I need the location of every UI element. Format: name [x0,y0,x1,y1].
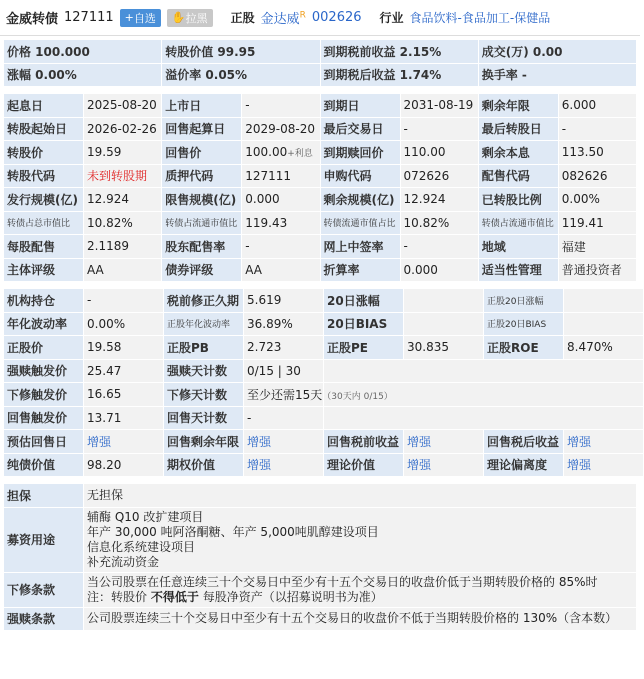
field-value: 10.82% [400,211,478,235]
field-value: 福建 [558,235,636,259]
field-value [242,141,320,165]
enhance-link[interactable]: 增强 [404,453,484,477]
field-value [244,383,393,407]
field-value: - [558,117,636,141]
field-label: 回售税后收益 [484,430,564,454]
field-value: 0.00% [558,188,636,212]
table-row [4,188,637,212]
field-label: 到期日 [320,94,400,118]
field-label: 最后交易日 [320,117,400,141]
field-value: AA [84,258,162,282]
field-label: 剩余年限 [478,94,558,118]
field-label: 税前修正久期 [164,289,244,313]
enhance-link[interactable]: 增强 [564,453,644,477]
field-label: 转债流通市值占比 [320,211,400,235]
summary-cell: 成交(万) 0.00 [478,40,636,64]
field-label: 强赎触发价 [4,359,84,383]
field-value [404,289,484,313]
field-value: 19.59 [84,141,162,165]
funds-label: 募资用途 [4,507,84,572]
field-value: 0.00% [84,312,164,336]
field-value: 113.50 [558,141,636,165]
enhance-link[interactable]: 增强 [404,430,484,454]
down-clause-label: 下修条款 [4,572,84,607]
field-value: - [400,235,478,259]
field-value: 2.1189 [84,235,162,259]
field-label: 回售价 [162,141,242,165]
table-row [4,40,637,64]
field-label: 正股20日涨幅 [484,289,564,313]
field-value: 98.20 [84,453,164,477]
thumbs-down-icon: ✋ [171,11,186,24]
put-price: 100.00 [245,145,288,160]
enhance-link[interactable]: 增强 [564,430,644,454]
field-label: 正股20日BIAS [484,312,564,336]
field-value: 119.41 [558,211,636,235]
field-value: 2029-08-20 [242,117,320,141]
down-note: （30天内 0/15） [322,391,393,402]
empty-cell [324,359,644,383]
add-favorite-button[interactable]: + 自选 [120,9,161,27]
field-value: 5.619 [244,289,324,313]
put-price-note: +利息 [287,149,313,160]
field-label: 地域 [478,235,558,259]
terms-table [3,483,637,631]
field-value: 普通投资者 [558,258,636,282]
field-label: 下修触发价 [4,383,84,407]
field-label: 转债占流通市值比 [478,211,558,235]
field-label: 回售起算日 [162,117,242,141]
summary-cell: 涨幅 0.00% [4,63,162,87]
field-value: 16.65 [84,383,164,407]
summary-cell: 到期税前收益 2.15% [320,40,478,64]
enhance-link[interactable]: 增强 [244,453,324,477]
down-count: 至少还需15天 [247,387,323,402]
table-row [4,406,644,430]
field-label: 适当性管理 [478,258,558,282]
field-label: 转股代码 [4,164,84,188]
field-label: 20日涨幅 [324,289,404,313]
field-label: 年化波动率 [4,312,84,336]
field-value: 0.000 [242,188,320,212]
field-label: 发行规模(亿) [4,188,84,212]
field-label: 每股配售 [4,235,84,259]
down-clause-value: 当公司股票在任意连续三十个交易日中至少有十五个交易日的收盘价低于当期转股价格的 85%时 注：转股价 不得低于 每股净资产（以招募说明书为准） [84,572,637,607]
field-value: 2026-02-26 [84,117,162,141]
field-label: 主体评级 [4,258,84,282]
field-value [404,312,484,336]
enhance-link[interactable]: 增强 [244,430,324,454]
field-value: 未到转股期 [84,164,162,188]
funds-value: 辅酶 Q10 改扩建项目 年产 30,000 吨阿洛酮糖、年产 5,000吨肌醇建设项目 信息化系统建设项目 补充流动资金 [84,507,637,572]
field-value: 36.89% [244,312,324,336]
header [0,0,640,36]
field-label: 强赎天计数 [164,359,244,383]
field-value: 12.924 [84,188,162,212]
stock-code-link[interactable]: 002626 [311,10,362,25]
field-value: 082626 [558,164,636,188]
field-value: 30.835 [404,336,484,360]
field-value: - [242,235,320,259]
plus-icon: + [124,11,134,24]
field-label: 回售天计数 [164,406,244,430]
field-label: 正股ROE [484,336,564,360]
redeem-clause-label: 强赎条款 [4,607,84,631]
field-value: 19.58 [84,336,164,360]
field-value: 119.43 [242,211,320,235]
field-value: 10.82% [84,211,162,235]
field-value: 0/15 | 30 [244,359,324,383]
field-value: - [242,94,320,118]
field-label: 配售代码 [478,164,558,188]
stock-name-link[interactable]: 金达威$^R$ [260,10,306,27]
field-label: 机构持仓 [4,289,84,313]
field-label: 回售剩余年限 [164,430,244,454]
table-row [4,383,644,407]
industry-label: 行业 [379,11,404,25]
field-label: 起息日 [4,94,84,118]
table-row [4,94,637,118]
table-row [4,289,644,313]
bond-name: 金威转债 [6,12,59,27]
field-label: 股东配售率 [162,235,242,259]
table-row [4,336,644,360]
field-value: - [400,117,478,141]
field-label: 申购代码 [320,164,400,188]
summary-cell: 价格 100.000 [4,40,162,64]
empty-cell [324,406,644,430]
table-row [4,211,637,235]
field-label: 上市日 [162,94,242,118]
field-value [564,312,644,336]
guarantee-label: 担保 [4,484,84,508]
field-value: 2025-08-20 [84,94,162,118]
summary-cell: 到期税后收益 1.74% [320,63,478,87]
table-row [4,117,637,141]
table-row [4,141,637,165]
field-value: 127111 [242,164,320,188]
guarantee-value: 无担保 [84,484,637,508]
field-value: 6.000 [558,94,636,118]
field-label: 正股价 [4,336,84,360]
field-label: 限售规模(亿) [162,188,242,212]
field-label: 回售触发价 [4,406,84,430]
field-label: 下修天计数 [164,383,244,407]
field-label: 正股年化波动率 [164,312,244,336]
field-label: 已转股比例 [478,188,558,212]
field-value: - [244,406,324,430]
field-label: 转债占总市值比 [4,211,84,235]
field-label: 剩余本息 [478,141,558,165]
bond-info-table [3,93,637,282]
industry-link[interactable]: 食品饮料-食品加工-保健品 [409,11,551,25]
redeem-clause-value: 公司股票连续三十个交易日中至少有十五个交易日的收盘价不低于当期转股价格的 130%（含本数） [84,607,637,631]
field-label: 最后转股日 [478,117,558,141]
field-value: - [84,289,164,313]
table-row [4,359,644,383]
field-label: 纯债价值 [4,453,84,477]
table-row [4,453,644,477]
field-value: 072626 [400,164,478,188]
field-value: 110.00 [400,141,478,165]
field-label: 正股PB [164,336,244,360]
enhance-link[interactable]: 增强 [84,430,164,454]
field-label: 转股价 [4,141,84,165]
table-row [4,164,637,188]
field-value: 2031-08-19 [400,94,478,118]
summary-cell: 换手率 - [478,63,636,87]
field-value: 8.470% [564,336,644,360]
margin-badge: R [299,10,306,21]
summary-cell: 转股价值 99.95 [162,40,320,64]
field-label: 质押代码 [162,164,242,188]
table-row [4,312,644,336]
field-label: 20日BIAS [324,312,404,336]
field-value [564,289,644,313]
field-label: 到期赎回价 [320,141,400,165]
indicator-table [3,288,644,477]
field-label: 正股PE [324,336,404,360]
field-label: 折算率 [320,258,400,282]
field-label: 转股起始日 [4,117,84,141]
field-label: 理论偏离度 [484,453,564,477]
field-label: 债券评级 [162,258,242,282]
summary-cell: 溢价率 0.05% [162,63,320,87]
field-value: AA [242,258,320,282]
field-label: 期权价值 [164,453,244,477]
field-label: 回售税前收益 [324,430,404,454]
price-summary-table [3,39,637,87]
field-value: 2.723 [244,336,324,360]
stock-label: 正股 [230,11,255,25]
field-label: 转债占流通市值比 [162,211,242,235]
field-value: 0.000 [400,258,478,282]
blacklist-button[interactable]: ✋ 拉黑 [167,9,213,27]
bond-code: 127111 [64,10,114,25]
field-label: 理论价值 [324,453,404,477]
field-value: 25.47 [84,359,164,383]
table-row [4,430,644,454]
table-row [4,63,637,87]
table-row [4,235,637,259]
field-label: 预估回售日 [4,430,84,454]
field-label: 剩余规模(亿) [320,188,400,212]
field-value: 12.924 [400,188,478,212]
table-row [4,258,637,282]
field-label: 网上中签率 [320,235,400,259]
field-value: 13.71 [84,406,164,430]
